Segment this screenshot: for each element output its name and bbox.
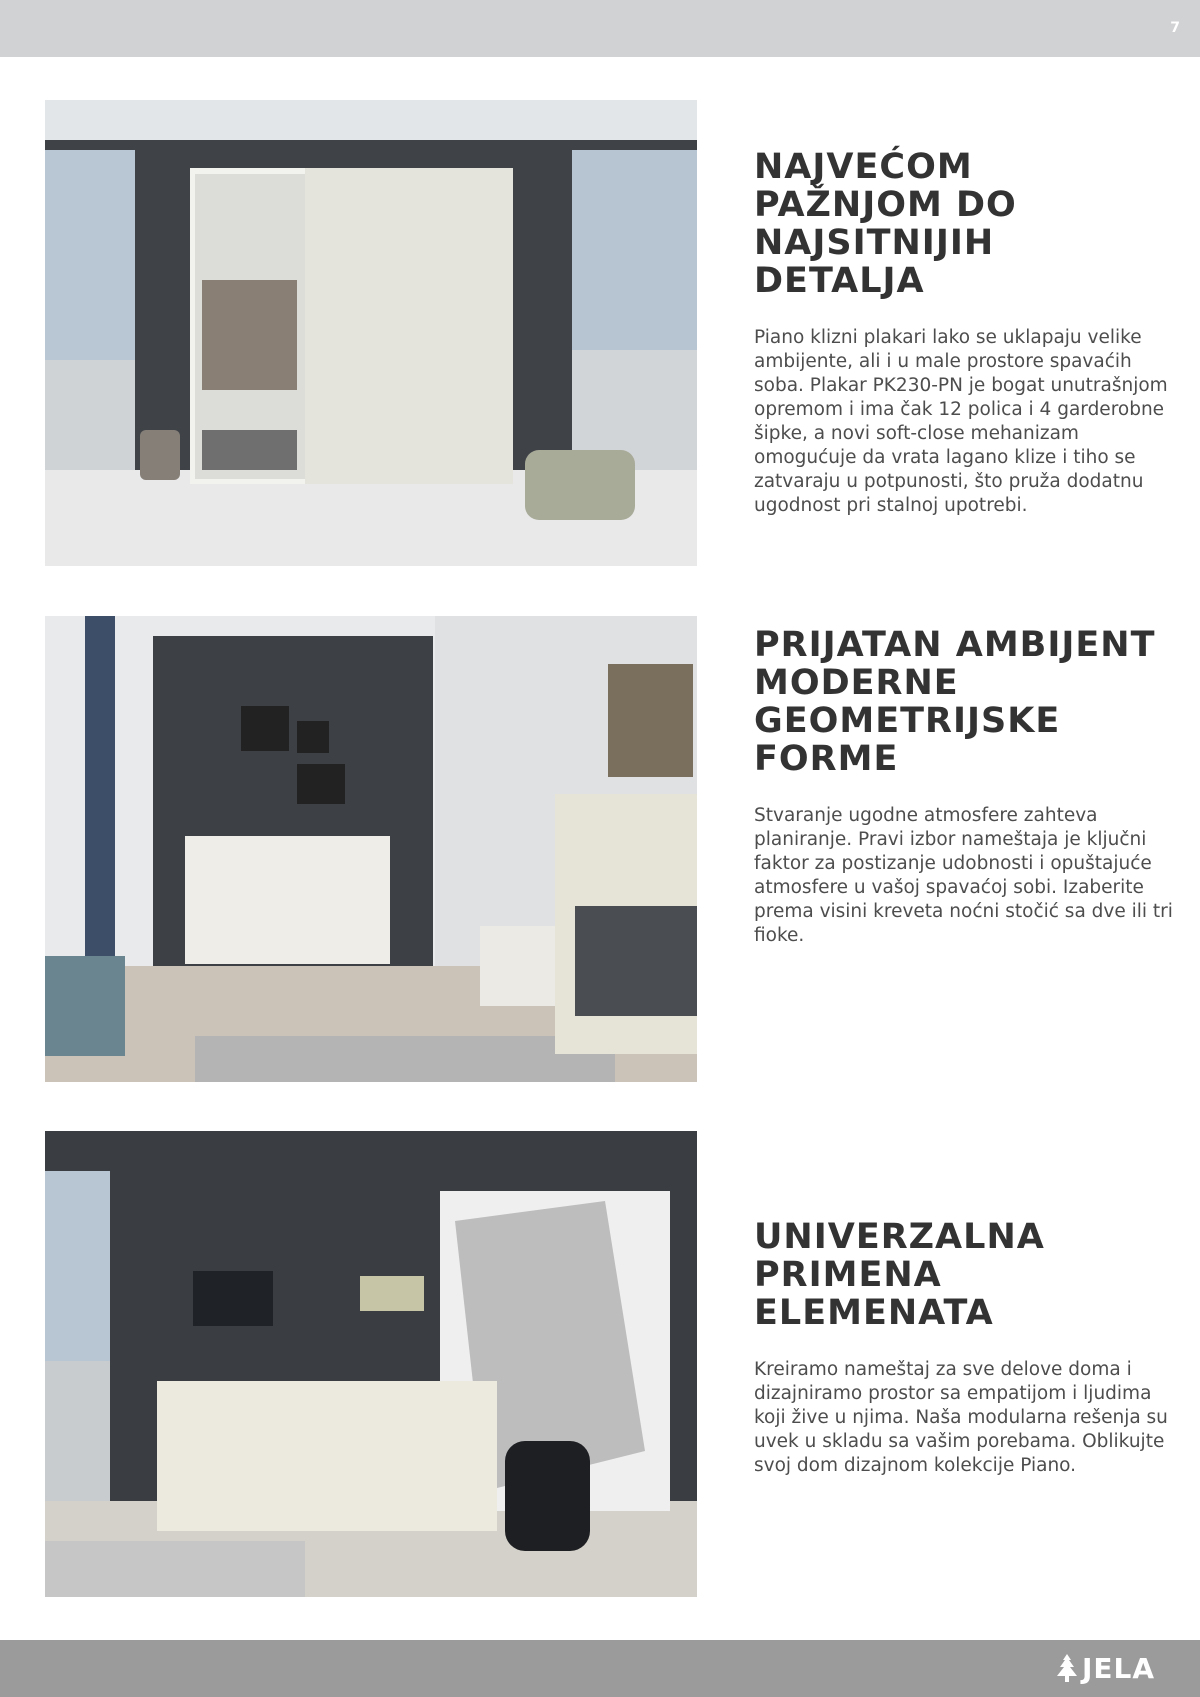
section-2-text <box>754 626 1174 948</box>
bedroom-photo <box>45 616 697 1082</box>
pine-icon <box>1056 1653 1078 1683</box>
section-3-text <box>754 1218 1174 1478</box>
top-bar <box>0 0 1200 57</box>
logo-text: JELA <box>1081 1651 1155 1685</box>
section-2-heading: PRIJATAN AMBIJENT MODERNE GEOMETRIJSKE FORME <box>754 625 1156 779</box>
page-number: 7 <box>1170 20 1180 36</box>
section-1-heading: NAJVEĆOM PAŽNJOM DO NAJSITNIJIH DETALJA <box>754 147 1017 301</box>
section-1-text <box>754 148 1174 518</box>
wardrobe-photo <box>45 100 697 566</box>
section-2-body: Stvaranje ugodne atmosfere zahteva planiranje. Pravi izbor nameštaja je ključni faktor za postizanje udobnosti i opuštajuće atmosfere u vašoj spavaćoj sobi. Izaberite prema visini kreveta noćni stočić sa dve ili tri fioke. <box>754 805 1173 946</box>
section-1-body: Piano klizni plakari lako se uklapaju velike ambijente, ali i u male prostore spavaćih soba. Plakar PK230-PN je bogat unutrašnjom opremom i ima čak 12 polica i 4 garderobne šipke, a novi soft-close mehanizam omogućuje da vrata lagano klize i tiho se zatvaraju u potpunosti, što pruža dodatnu ugodnost pri stalnoj upotrebi. <box>754 327 1168 516</box>
section-3-body: Kreiramo nameštaj za sve delove doma i dizajniramo prostor sa empatijom i ljudima koji žive u njima. Naša modularna rešenja su uvek u skladu sa vašim porebama. Oblikujte svoj dom dizajnom kolekcije Piano. <box>754 1359 1168 1476</box>
living-room-photo <box>45 1131 697 1597</box>
section-3-heading: UNIVERZALNA PRIMENA ELEMENATA <box>754 1217 1045 1333</box>
jela-logo <box>1056 1652 1155 1684</box>
footer-bar <box>0 1640 1200 1697</box>
